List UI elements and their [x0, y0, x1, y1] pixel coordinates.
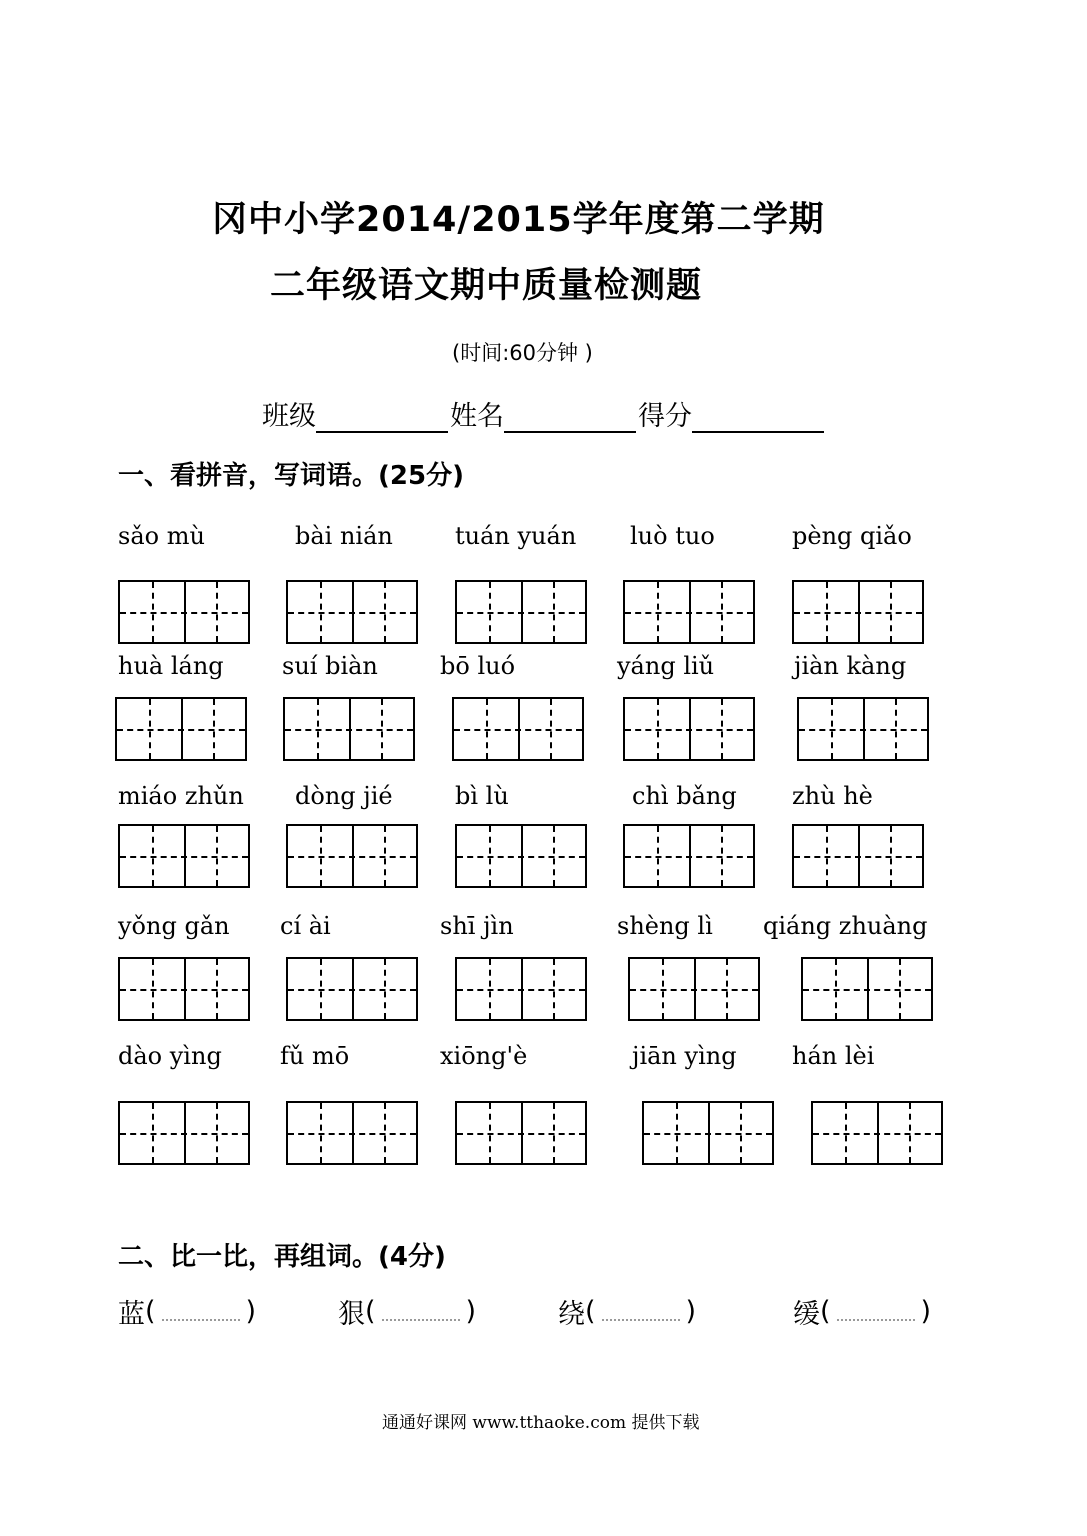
- pinyin-prompt: luò tuo: [630, 522, 715, 550]
- class-blank[interactable]: [316, 401, 448, 433]
- close-paren: ): [245, 1296, 257, 1327]
- student-info-row: [262, 394, 826, 433]
- pinyin-prompt: xiōng'è: [440, 1042, 528, 1070]
- tianzige-writing-box[interactable]: [623, 824, 755, 888]
- tianzige-writing-box[interactable]: [455, 824, 587, 888]
- tianzige-writing-box[interactable]: [642, 1101, 774, 1165]
- pinyin-prompt: qiáng zhuàng: [763, 912, 928, 940]
- compare-character: 绕: [558, 1299, 585, 1330]
- compare-character: 蓝: [118, 1299, 145, 1330]
- name-blank[interactable]: [504, 401, 636, 433]
- section1-heading: 一、看拼音，写词语。(25分): [118, 461, 464, 491]
- pinyin-prompt: jiàn kàng: [794, 652, 907, 680]
- tianzige-writing-box[interactable]: [286, 957, 418, 1021]
- exam-title-line1: 冈中小学2014/2015学年度第二学期: [212, 200, 825, 240]
- tianzige-writing-box[interactable]: [452, 697, 584, 761]
- pinyin-prompt: cí ài: [280, 912, 331, 940]
- answer-blank[interactable]: [162, 1319, 240, 1321]
- pinyin-prompt: bō luó: [440, 652, 516, 680]
- close-paren: ): [465, 1296, 477, 1327]
- answer-blank[interactable]: [837, 1319, 915, 1321]
- tianzige-writing-box[interactable]: [286, 580, 418, 644]
- open-paren: (: [820, 1296, 831, 1327]
- compare-character: 狠: [338, 1299, 365, 1330]
- compare-character: 缓: [793, 1299, 820, 1330]
- section2-heading: 二、比一比，再组词。(4分): [118, 1242, 446, 1272]
- tianzige-writing-box[interactable]: [283, 697, 415, 761]
- open-paren: (: [145, 1296, 156, 1327]
- tianzige-writing-box[interactable]: [286, 1101, 418, 1165]
- pinyin-prompt: miáo zhǔn: [118, 782, 244, 810]
- answer-blank[interactable]: [602, 1319, 680, 1321]
- compare-item: [793, 1292, 931, 1331]
- score-blank[interactable]: [692, 401, 824, 433]
- pinyin-prompt: hán lèi: [792, 1042, 875, 1070]
- open-paren: (: [585, 1296, 596, 1327]
- tianzige-writing-box[interactable]: [623, 580, 755, 644]
- tianzige-writing-box[interactable]: [455, 957, 587, 1021]
- tianzige-writing-box[interactable]: [118, 580, 250, 644]
- tianzige-writing-box[interactable]: [792, 824, 924, 888]
- pinyin-prompt: dòng jié: [295, 782, 393, 810]
- tianzige-writing-box[interactable]: [115, 697, 247, 761]
- pinyin-prompt: bì lù: [455, 782, 509, 810]
- tianzige-writing-box[interactable]: [801, 957, 933, 1021]
- tianzige-writing-box[interactable]: [118, 1101, 250, 1165]
- tianzige-writing-box[interactable]: [286, 824, 418, 888]
- time-limit-note: (时间:60分钟 ): [452, 341, 593, 365]
- compare-item: [558, 1292, 696, 1331]
- pinyin-prompt: yáng liǔ: [617, 652, 715, 680]
- pinyin-prompt: huà láng: [118, 652, 224, 680]
- tianzige-writing-box[interactable]: [455, 580, 587, 644]
- answer-blank[interactable]: [382, 1319, 460, 1321]
- score-label: 得分: [638, 401, 692, 432]
- pinyin-prompt: dào yìng: [118, 1042, 222, 1070]
- tianzige-writing-box[interactable]: [628, 957, 760, 1021]
- pinyin-prompt: zhù hè: [792, 782, 873, 810]
- pinyin-prompt: tuán yuán: [455, 522, 577, 550]
- tianzige-writing-box[interactable]: [811, 1101, 943, 1165]
- pinyin-prompt: pèng qiǎo: [792, 522, 912, 550]
- compare-item: [338, 1292, 476, 1331]
- pinyin-prompt: shèng lì: [617, 912, 713, 940]
- pinyin-prompt: chì bǎng: [632, 782, 737, 810]
- close-paren: ): [685, 1296, 697, 1327]
- class-label: 班级: [262, 401, 316, 432]
- footer-source-note: 通通好课网 www.tthaoke.com 提供下载: [382, 1413, 700, 1433]
- exam-title-line2: 二年级语文期中质量检测题: [270, 266, 703, 306]
- close-paren: ): [920, 1296, 932, 1327]
- tianzige-writing-box[interactable]: [118, 957, 250, 1021]
- tianzige-writing-box[interactable]: [118, 824, 250, 888]
- pinyin-prompt: jiān yìng: [632, 1042, 737, 1070]
- pinyin-prompt: fǔ mō: [280, 1042, 350, 1070]
- pinyin-prompt: sǎo mù: [118, 522, 205, 550]
- open-paren: (: [365, 1296, 376, 1327]
- tianzige-writing-box[interactable]: [792, 580, 924, 644]
- compare-item: [118, 1292, 256, 1331]
- tianzige-writing-box[interactable]: [797, 697, 929, 761]
- name-label: 姓名: [450, 401, 504, 432]
- pinyin-prompt: yǒng gǎn: [118, 912, 230, 940]
- tianzige-writing-box[interactable]: [455, 1101, 587, 1165]
- pinyin-prompt: suí biàn: [282, 652, 378, 680]
- tianzige-writing-box[interactable]: [623, 697, 755, 761]
- pinyin-prompt: shī jìn: [440, 912, 514, 940]
- pinyin-prompt: bài nián: [295, 522, 393, 550]
